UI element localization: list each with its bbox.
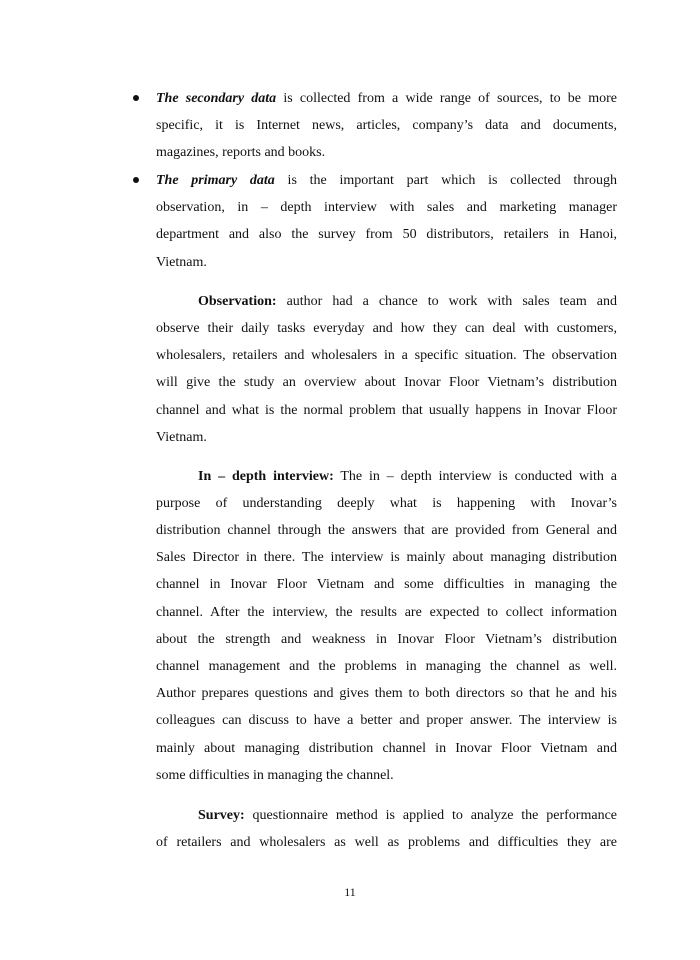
interview-line-6: channel. After the interview, the results are expected to collect information — [156, 605, 617, 620]
primary-data-line-3: department and also the survey from 50 distributors, retailers in Hanoi, — [156, 227, 617, 242]
interview-line-9: Author prepares questions and gives them to both directors so that he and his — [156, 686, 617, 701]
interview-line-1: In – depth interview: The in – depth interview is conducted with a — [198, 469, 617, 484]
interview-line-5: channel in Inovar Floor Vietnam and some difficulties in managing the — [156, 577, 617, 592]
survey-term: Survey: — [198, 808, 245, 823]
survey-line-2: of retailers and wholesalers as well as problems and difficulties they are — [156, 835, 617, 850]
secondary-data-line-2: specific, it is Internet news, articles, company’s data and documents, — [156, 118, 617, 133]
primary-data-line-2: observation, in – depth interview with sales and marketing manager — [156, 200, 617, 215]
interview-line-4: Sales Director in there. The interview is mainly about managing distribution — [156, 550, 617, 565]
interview-line-11: mainly about managing distribution channel in Inovar Floor Vietnam and — [156, 741, 617, 756]
observation-term: Observation: — [198, 294, 277, 309]
page-number: 11 — [344, 885, 356, 899]
survey-line-1: Survey: questionnaire method is applied to analyze the performance — [198, 808, 617, 823]
bullet-dot — [133, 177, 139, 183]
secondary-data-term: The secondary data — [156, 91, 277, 106]
interview-term: In – depth interview: — [198, 469, 334, 484]
primary-data-line-4: Vietnam. — [156, 255, 207, 270]
observation-line-5: channel and what is the normal problem that usually happens in Inovar Floor — [156, 403, 617, 418]
interview-line-8: channel management and the problems in managing the channel as well. — [156, 659, 617, 674]
interview-line-7: about the strength and weakness in Inovar Floor Vietnam’s distribution — [156, 632, 617, 647]
interview-line-12: some difficulties in managing the channel. — [156, 768, 394, 783]
observation-line-3: wholesalers, retailers and wholesalers in a specific situation. The observation — [156, 348, 617, 363]
bullet-dot — [133, 95, 139, 101]
observation-line-6: Vietnam. — [156, 430, 207, 445]
secondary-data-line-1: The secondary data is collected from a wide range of sources, to be more — [156, 91, 617, 106]
observation-line-1: Observation: author had a chance to work with sales team and — [198, 294, 617, 309]
primary-data-line-1: The primary data is the important part which is collected through — [156, 173, 617, 188]
interview-line-3: distribution channel through the answers that are provided from General and — [156, 523, 617, 538]
interview-line-2: purpose of understanding deeply what is happening with Inovar’s — [156, 496, 617, 511]
observation-line-4: will give the study an overview about Inovar Floor Vietnam’s distribution — [156, 375, 617, 390]
observation-line-2: observe their daily tasks everyday and how they can deal with customers, — [156, 321, 617, 336]
primary-data-term: The primary data — [156, 173, 275, 188]
secondary-data-line-3: magazines, reports and books. — [156, 145, 326, 160]
interview-line-10: colleagues can discuss to have a better and proper answer. The interview is — [156, 713, 617, 728]
